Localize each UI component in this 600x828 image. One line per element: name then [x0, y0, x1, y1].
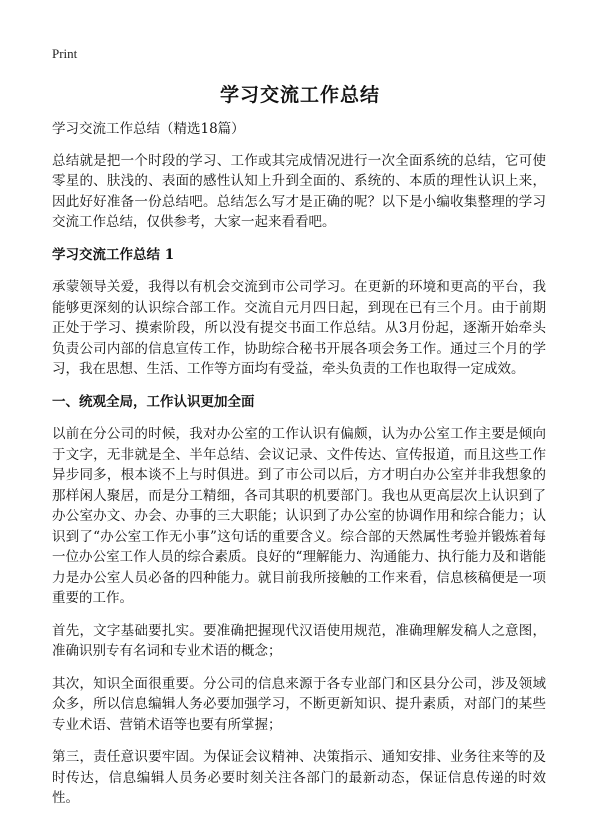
section-1-paragraph: 承蒙领导关爱，我得以有机会交流到市公司学习。在更新的环境和更高的平台，我能够更深刻的认识综合部工作。交流自元月四日起，到现在已有三个月。由于前期正处于学习、摸索阶段，所以没有提交书面工作总结。从3月份起，逐渐开始牵头负责公司内部的信息宣传工作，协助综合秘书开展各项会务工作。通过三个月的学习，我在思想、生活、工作等方面均有受益，牵头负责的工作也取得一定成效。 [52, 279, 546, 377]
print-link[interactable]: Print [52, 46, 78, 61]
article-body [52, 119, 546, 821]
first-point-paragraph: 首先，文字基础要扎实。要准确把握现代汉语使用规范，准确理解发稿人之意图，准确识别专有名词和专业术语的概念； [52, 622, 546, 659]
page-title: 学习交流工作总结 [219, 84, 380, 106]
point-1-heading: 一、统观全局，工作认识更加全面 [52, 393, 255, 410]
article-subtitle: 学习交流工作总结（精选18篇） [52, 121, 245, 137]
third-point-paragraph: 第三，责任意识要牢固。为保证会议精神、决策指示、通知安排、业务往来等的及时传达，信息编辑人员务必要时刻关注各部门的最新动态，保证信息传递的时效性。 [52, 749, 546, 806]
section-heading-1: 学习交流工作总结 1 [52, 246, 175, 263]
intro-paragraph: 总结就是把一个时段的学习、工作或其完成情况进行一次全面系统的总结，它可使零星的、肤浅的、表面的感性认知上升到全面的、系统的、本质的理性认识上来，因此好好准备一份总结吧。总结怎么写才是正确的呢？以下是小编收集整理的学习交流工作总结，仅供参考，大家一起来看看吧。 [52, 152, 546, 230]
second-point-paragraph: 其次，知识全面很重要。分公司的信息来源于各专业部门和区县分公司，涉及领域众多，所以信息编辑人务必要加强学习，不断更新知识、提升素质，对部门的某些专业术语、营销术语等也要有所掌握； [52, 675, 546, 733]
point-1-paragraph: 以前在分公司的时候，我对办公室的工作认识有偏颇，认为办公室工作主要是倾向于文字，无非就是全、半年总结、会议记录、文件传达、宣传报道，而且这些工作异步同多，根本谈不上与时俱进。到了市公司以后，方才明白办公室并非我想象的那样闲人聚居，而是分工精细，各司其职的机要部门。我也从更高层次上认识到了办公室办文、办会、办事的三大职能；认识到了办公室的协调作用和综合能力；认识到了“办公室工作无小事”这句话的重要含义。综合部的天然属性考验并锻炼着每一位办公室工作人员的综合素质。良好的“理解能力、沟通能力、执行能力及和谐能力是办公室人员必备的四种能力。就目前我所接触的工作来看，信息核稿便是一项重要的工作。 [52, 426, 546, 606]
